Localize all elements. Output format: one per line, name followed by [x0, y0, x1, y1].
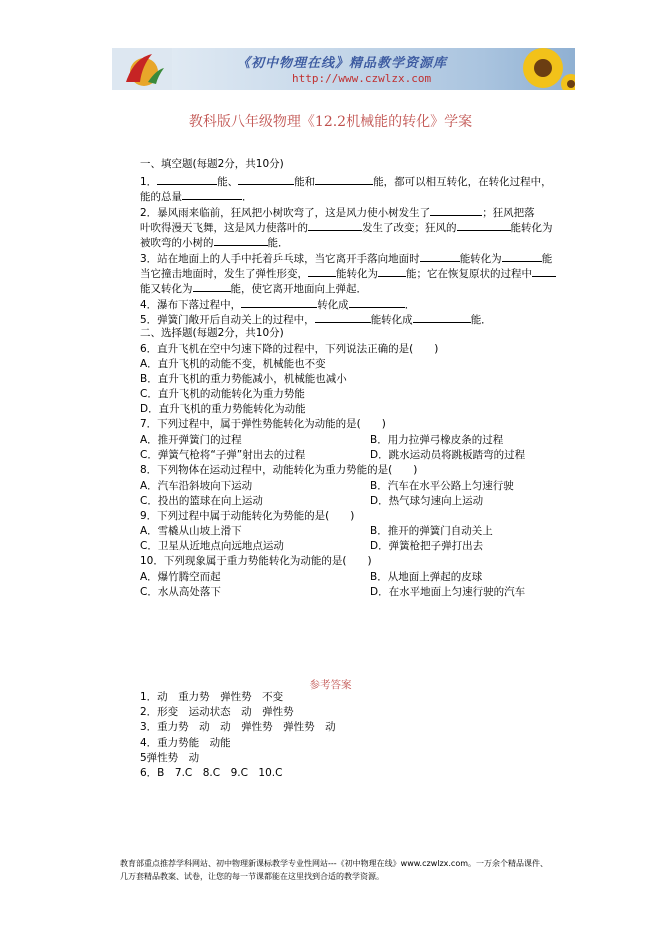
question-10-option-a: A．爆竹腾空而起: [140, 571, 221, 583]
question-9-option-b: B．推开的弹簧门自动关上: [370, 525, 493, 537]
question-10: 10．下列现象属于重力势能转化为动能的是( ): [140, 555, 372, 567]
question-7: 7．下列过程中，属于弹性势能转化为动能的是( ): [140, 418, 386, 430]
question-4: 4．瀑布下落过程中， 转化成 ．: [140, 299, 416, 311]
question-5: 5．弹簧门敞开后自动关上的过程中， 能转化成 能．: [140, 314, 492, 326]
question-9-option-a: A．雪橇从山坡上滑下: [140, 525, 242, 537]
question-8-option-c: C．投出的篮球在向上运动: [140, 495, 263, 507]
page-title: 教科版八年级物理《12.2机械能的转化》学案: [188, 114, 473, 130]
question-8-option-a: A．汽车沿斜坡向下运动: [140, 480, 253, 492]
question-8-option-b: B．汽车在水平公路上匀速行驶: [370, 480, 514, 492]
question-2-line2: 叶吹得漫天飞舞，这是风力使落叶的 发生了改变；狂风的 能转化为: [140, 222, 553, 234]
section1-heading: 一、填空题(每题2分，共10分): [140, 158, 284, 170]
header-banner: [112, 48, 575, 90]
question-3-line3: 能又转化为 能，使它离开地面向上弹起．: [140, 283, 367, 295]
answer-line-1: 1．动 重力势 弹性势 不变: [140, 691, 284, 703]
question-2-line3: 被吹弯的小树的 能．: [140, 237, 289, 249]
question-8: 8．下列物体在运动过程中，动能转化为重力势能的是( ): [140, 464, 418, 476]
question-1-line1: 1． 能、 能和 能，都可以相互转化，在转化过程中，: [140, 176, 552, 188]
question-10-option-b: B．从地面上弹起的皮球: [370, 571, 483, 583]
question-3-line2: 当它撞击地面时，发生了弹性形变， 能转化为 能；它在恢复原状的过程中: [140, 266, 556, 281]
question-6: 6．直升飞机在空中匀速下降的过程中，下列说法正确的是( ): [140, 343, 439, 355]
question-6-option-b: B．直升飞机的重力势能减小，机械能也减小: [140, 373, 347, 385]
answer-line-5: 5弹性势 动: [140, 752, 200, 764]
footer-note: 教育部重点推荐学科网站、初中物理新课标教学专业性网站---《初中物理在线》www.czwlzx.com。一万余个精品课件、几万套精品教案、试卷，让您的每一节课都能在这里找到合适的教学资源。: [120, 859, 549, 881]
question-7-option-a: A．推开弹簧门的过程: [140, 434, 242, 446]
section2-heading: 二、选择题(每题2分，共10分): [140, 327, 284, 339]
answer-line-6: 6．B 7.C 8.C 9.C 10.C: [140, 767, 283, 779]
question-6-option-d: D．直升飞机的重力势能转化为动能: [140, 403, 306, 415]
sunflower-icon: [505, 48, 575, 90]
banner-url[interactable]: http://www.czwlzx.com: [292, 72, 432, 85]
question-7-option-b: B．用力拉弹弓橡皮条的过程: [370, 434, 504, 446]
question-9-option-d: D．弹簧枪把子弹打出去: [370, 540, 484, 552]
question-9-option-c: C．卫星从近地点向远地点运动: [140, 540, 284, 552]
question-9: 9．下列过程中属于动能转化为势能的是( ): [140, 510, 355, 522]
question-6-option-a: A．直升飞机的动能不变，机械能也不变: [140, 358, 326, 370]
question-2-line1: 2．暴风雨来临前，狂风把小树吹弯了，这是风力使小树发生了 ；狂风把落: [140, 207, 535, 219]
question-7-option-d: D．跳水运动员将跳板踏弯的过程: [370, 449, 526, 461]
question-8-option-d: D．热气球匀速向上运动: [370, 495, 484, 507]
answer-line-4: 4．重力势能 动能: [140, 737, 231, 749]
answers-title: 参考答案: [309, 679, 352, 691]
question-10-option-c: C．水从高处落下: [140, 586, 221, 598]
question-6-option-c: C．直升飞机的动能转化为重力势能: [140, 388, 305, 400]
logo-icon: [112, 48, 172, 90]
question-3-line1: 3．站在地面上的人手中托着乒乓球，当它离开手落向地面时 能转化为 能: [140, 253, 553, 265]
banner-title: 《初中物理在线》精品教学资源库: [237, 56, 448, 71]
question-7-option-c: C．弹簧气枪将“子弹”射出去的过程: [140, 449, 306, 461]
answer-line-3: 3．重力势 动 动 弹性势 弹性势 动: [140, 721, 336, 733]
question-1-line2: 能的总量 ．: [140, 191, 253, 203]
question-10-option-d: D．在水平地面上匀速行驶的汽车: [370, 586, 526, 598]
answer-line-2: 2．形变 运动状态 动 弹性势: [140, 706, 294, 718]
